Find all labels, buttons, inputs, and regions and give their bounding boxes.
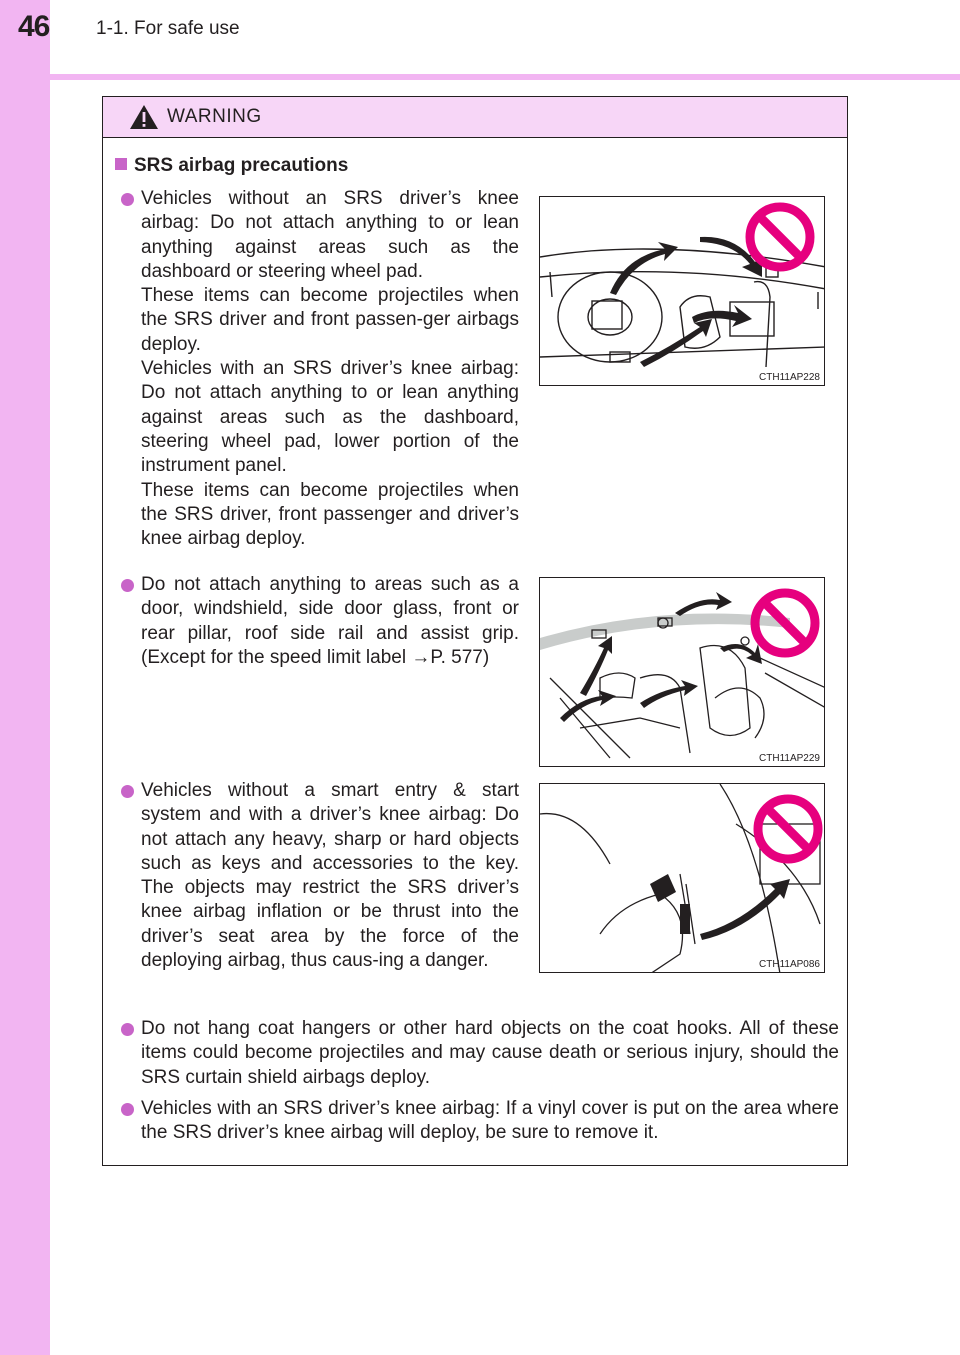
warning-header: [103, 97, 847, 138]
item-paragraph: These items can become projectiles when the SRS driver, front passenger and driver’s knee airbag deploy.: [141, 479, 519, 550]
item-paragraph: Vehicles with an SRS driver’s knee airbag: Do not attach anything to or lean anything against areas such as the dashboard, steering wheel pad, lower portion of the instrument panel.: [141, 358, 519, 477]
section-title: 1-1. For safe use: [96, 18, 240, 39]
round-bullet-icon: [121, 785, 134, 798]
illustration-code: CTH11AP229: [759, 753, 820, 764]
section-heading: [115, 155, 348, 177]
item-paragraph: Do not attach anything to areas such as a door, windshield, side door glass, front or rear pillar, roof side rail and assist grip. (Except for the speed limit label →P. 577): [141, 574, 519, 668]
item-paragraph: Do not hang coat hangers or other hard objects on the coat hooks. All of these items could become projectiles and may cause death or serious injury, should the SRS curtain shield airbags deploy.: [141, 1018, 839, 1088]
list-item: [141, 779, 519, 973]
illustration-code: CTH11AP086: [759, 959, 820, 970]
section-heading-text: SRS airbag precautions: [134, 155, 349, 176]
page-number: 46: [18, 10, 50, 43]
warning-triangle-icon: [129, 104, 159, 130]
warning-box: [102, 96, 848, 1166]
item-paragraph: Vehicles with an SRS driver’s knee airbag: If a vinyl cover is put on the area where the SRS driver’s knee airbag will deploy, be sure to remove it.: [141, 1098, 839, 1144]
list-item: [141, 1017, 839, 1090]
item-paragraph: Vehicles without an SRS driver’s knee airbag: Do not attach anything to or lean anything against areas such as the dashboard or steering wheel pad.: [141, 188, 519, 282]
warning-label: WARNING: [167, 106, 262, 127]
round-bullet-icon: [121, 1103, 134, 1116]
prohibition-icon: [750, 207, 810, 267]
list-item: [141, 187, 519, 551]
side-color-band: [0, 0, 50, 1355]
round-bullet-icon: [121, 579, 134, 592]
item-paragraph: Vehicles without a smart entry & start system and with a driver’s knee airbag: Do not attach any heavy, sharp or hard objects such as keys and accessories to the key. The objects may restrict the SRS driver’s knee airbag inflation or be thrust into the driver’s seat area by the force of the deploying airbag, thus caus-ing a danger.: [141, 780, 519, 972]
round-bullet-icon: [121, 193, 134, 206]
round-bullet-icon: [121, 1023, 134, 1036]
item-paragraph: These items can become projectiles when the SRS driver and front passen-ger airbags deploy.: [141, 285, 519, 355]
illustration-interior: [539, 577, 825, 767]
dashboard-drawing: [540, 197, 825, 386]
page-header: [0, 0, 960, 80]
list-item: [141, 573, 519, 670]
key-drawing: [540, 784, 825, 973]
illustration-key: [539, 783, 825, 973]
illustration-code: CTH11AP228: [759, 372, 820, 383]
header-rule: [0, 74, 960, 80]
prohibition-icon: [758, 799, 818, 859]
list-item: [141, 1097, 839, 1146]
illustration-dashboard: [539, 196, 825, 386]
square-bullet-icon: [115, 158, 127, 170]
interior-drawing: [540, 578, 825, 767]
